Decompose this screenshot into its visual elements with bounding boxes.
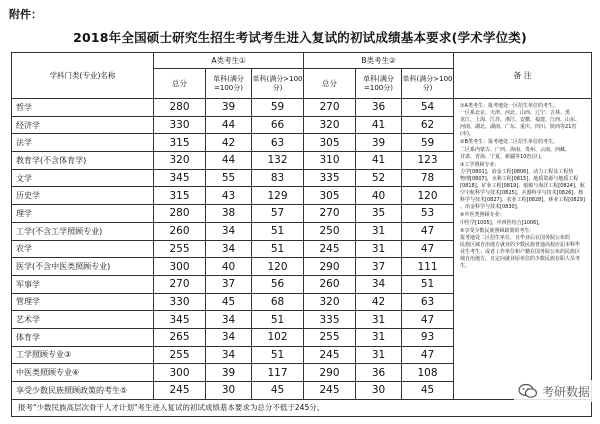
b-single-100-cell: 35 [356, 205, 402, 223]
note-line: 民族区域自治地方就业的少数民族普通高校应届本科毕 [460, 241, 581, 248]
a-total-cell: 265 [154, 328, 206, 346]
a-total-cell: 345 [154, 169, 206, 187]
a-single-over100-cell: 56 [252, 275, 304, 293]
b-total-cell: 305 [304, 134, 356, 152]
a-single-100-cell: 39 [206, 99, 252, 117]
a-total-cell: 280 [154, 205, 206, 223]
b-single-100-cell: 42 [356, 293, 402, 311]
subject-cell: 哲学 [12, 99, 154, 117]
b-total-cell: 255 [304, 328, 356, 346]
b-single-over100-cell: 47 [402, 311, 454, 329]
b-single-over100-cell: 51 [402, 275, 454, 293]
b-single-100-cell: 31 [356, 240, 402, 258]
a-single-over100-cell: 120 [252, 258, 304, 276]
subject-cell: 文学 [12, 169, 154, 187]
a-single-100-cell: 34 [206, 346, 252, 364]
note-line: 中医学[1005]、中西医结合[1006]。 [460, 219, 544, 226]
note-line: 河南、湖北、湖南、广东、重庆、四川、陕西等21省 [460, 124, 577, 131]
b-total-cell: 305 [304, 187, 356, 205]
a-single-100-cell: 39 [206, 364, 252, 382]
a-single-100-cell: 34 [206, 240, 252, 258]
note-line: 力学[0801]、冶金工程[0806]、动力工程及工程热 [460, 168, 574, 175]
a-single-over100-cell: 132 [252, 152, 304, 170]
a-single-100-cell: 44 [206, 152, 252, 170]
b-single-100-cell: 39 [356, 134, 402, 152]
a-single-over100-cell: 102 [252, 328, 304, 346]
note-heading: ④中医类照顾专业： [460, 212, 505, 219]
a-single-100-cell: 55 [206, 169, 252, 187]
b-single-over100-cell: 108 [402, 364, 454, 382]
a-single-over100-cell: 117 [252, 364, 304, 382]
a-total-cell: 315 [154, 134, 206, 152]
b-single-100-cell: 31 [356, 328, 402, 346]
a-total-cell: 270 [154, 275, 206, 293]
a-single-100-cell: 45 [206, 293, 252, 311]
a-single-100-cell: 43 [206, 187, 252, 205]
subject-cell: 医学(不含中医类照顾专业) [12, 258, 154, 276]
b-single-over100-cell: 47 [402, 222, 454, 240]
watermark-text: 考研数据 [541, 384, 590, 399]
a-total-cell: 300 [154, 364, 206, 382]
note-heading: ②B类考生：报考地处二区招生单位的考生。 [460, 139, 558, 146]
subject-cell: 军事学 [12, 275, 154, 293]
note-line: 龙江、上海、江苏、浙江、安徽、福建、江西、山东、 [460, 117, 581, 124]
b-total-cell: 320 [304, 116, 356, 134]
header-a-single-over100: 单科(满分>100分) [252, 69, 304, 99]
b-single-over100-cell: 54 [402, 99, 454, 117]
b-total-cell: 335 [304, 311, 356, 329]
header-b-total: 总分 [304, 69, 356, 99]
a-single-over100-cell: 66 [252, 116, 304, 134]
header-notes: 备 注 [454, 53, 592, 99]
note-line: 生。 [460, 263, 471, 270]
page-title: 2018年全国硕士研究生招生考试考生进入复试的初试成绩基本要求(学术学位类) [73, 30, 527, 45]
b-single-100-cell: 31 [356, 222, 402, 240]
a-total-cell: 330 [154, 293, 206, 311]
a-single-100-cell: 40 [206, 258, 252, 276]
b-single-100-cell: 31 [356, 346, 402, 364]
b-total-cell: 320 [304, 293, 356, 311]
b-total-cell: 250 [304, 222, 356, 240]
b-single-100-cell: 30 [356, 382, 402, 400]
b-single-100-cell: 41 [356, 152, 402, 170]
b-single-over100-cell: 62 [402, 116, 454, 134]
wechat-logo-icon [518, 383, 538, 399]
b-single-100-cell: 36 [356, 99, 402, 117]
note-line: 域自治地方，且定向就业原单位的少数民族在职人员考 [460, 255, 581, 262]
subject-cell: 管理学 [12, 293, 154, 311]
a-single-100-cell: 37 [206, 275, 252, 293]
b-single-over100-cell: 111 [402, 258, 454, 276]
a-single-over100-cell: 51 [252, 311, 304, 329]
b-total-cell: 245 [304, 346, 356, 364]
subject-cell: 教育学(不含体育学) [12, 152, 154, 170]
b-total-cell: 245 [304, 240, 356, 258]
subject-cell: 享受少数民族照顾政策的考生⑤ [12, 382, 154, 400]
subject-cell: 工学照顾专业③ [12, 346, 154, 364]
header-a-single-100: 单科(满分=100分) [206, 69, 252, 99]
b-total-cell: 290 [304, 258, 356, 276]
subject-cell: 农学 [12, 240, 154, 258]
note-heading: ⑤享受少数民族照顾政策的考生： [460, 227, 535, 234]
note-line: 空宇航科学与技术[0825]、兵器科学与技术[0826]、核 [460, 190, 584, 197]
b-single-over100-cell: 45 [402, 382, 454, 400]
header-b-single-100: 单科(满分=100分) [356, 69, 402, 99]
b-single-100-cell: 36 [356, 364, 402, 382]
subject-cell: 经济学 [12, 116, 154, 134]
watermark [514, 380, 594, 402]
a-total-cell: 300 [154, 258, 206, 276]
b-total-cell: 270 [304, 99, 356, 117]
table-row [12, 99, 592, 117]
b-single-over100-cell: 59 [402, 134, 454, 152]
note-line: 业生考生；或者工作单位和户籍在国务院公布的民族区 [460, 248, 581, 255]
a-single-100-cell: 34 [206, 311, 252, 329]
b-total-cell: 335 [304, 169, 356, 187]
subject-cell: 工学(不含工学照顾专业) [12, 222, 154, 240]
a-single-over100-cell: 51 [252, 240, 304, 258]
b-single-over100-cell: 63 [402, 293, 454, 311]
b-single-100-cell: 40 [356, 187, 402, 205]
note-line: 二区系内蒙古、广西、海南、贵州、云南、西藏、 [460, 146, 571, 153]
footnote: 报考"少数民族高层次骨干人才计划"考生进入复试的初试成绩基本要求为总分不低于245分。 [12, 399, 592, 416]
b-single-over100-cell: 78 [402, 169, 454, 187]
a-single-over100-cell: 63 [252, 134, 304, 152]
a-total-cell: 245 [154, 382, 206, 400]
a-single-100-cell: 38 [206, 205, 252, 223]
b-single-over100-cell: 47 [402, 240, 454, 258]
subject-cell: 艺术学 [12, 311, 154, 329]
b-single-over100-cell: 93 [402, 328, 454, 346]
subject-cell: 中医类照顾专业④ [12, 364, 154, 382]
note-line: [0818]、矿业工程[0819]、船舶与海洋工程[0824]、航 [460, 183, 585, 190]
a-total-cell: 260 [154, 222, 206, 240]
header-b-group: B类考生② [304, 53, 454, 69]
subject-cell: 历史学 [12, 187, 154, 205]
b-single-over100-cell: 53 [402, 205, 454, 223]
score-requirements-table [11, 52, 592, 417]
note-line: 物理[0807]、水利工程[0815]、地质资源与地质工程 [460, 175, 579, 182]
b-single-100-cell: 31 [356, 311, 402, 329]
b-total-cell: 270 [304, 205, 356, 223]
notes-cell [454, 99, 592, 400]
subject-cell: 理学 [12, 205, 154, 223]
a-total-cell: 315 [154, 187, 206, 205]
b-single-over100-cell: 47 [402, 346, 454, 364]
b-total-cell: 260 [304, 275, 356, 293]
b-single-100-cell: 52 [356, 169, 402, 187]
b-single-100-cell: 34 [356, 275, 402, 293]
note-heading: ③工学照顾专业： [460, 161, 500, 168]
b-single-100-cell: 37 [356, 258, 402, 276]
subject-cell: 体育学 [12, 328, 154, 346]
a-single-over100-cell: 51 [252, 346, 304, 364]
header-subject: 学科门类(专业)名称 [12, 53, 154, 99]
a-single-over100-cell: 51 [252, 222, 304, 240]
note-line: 一区系北京、天津、河北、山西、辽宁、吉林、黑 [460, 110, 571, 117]
a-single-100-cell: 34 [206, 328, 252, 346]
a-single-over100-cell: 68 [252, 293, 304, 311]
header-a-total: 总分 [154, 69, 206, 99]
attachment-label: 附件： [9, 8, 42, 21]
a-single-100-cell: 30 [206, 382, 252, 400]
note-line: (市)。 [460, 131, 474, 138]
note-line: 、冶金科学与技术[0830]。 [460, 204, 522, 211]
b-single-over100-cell: 123 [402, 152, 454, 170]
note-line: 甘肃、青海、宁夏、新疆等10省(区)。 [460, 153, 546, 160]
header-a-group: A类考生① [154, 53, 304, 69]
header-b-single-over100: 单科(满分>100分) [402, 69, 454, 99]
a-total-cell: 255 [154, 240, 206, 258]
a-total-cell: 280 [154, 99, 206, 117]
a-total-cell: 255 [154, 346, 206, 364]
b-single-100-cell: 41 [356, 116, 402, 134]
a-single-over100-cell: 45 [252, 382, 304, 400]
b-total-cell: 290 [304, 364, 356, 382]
a-single-over100-cell: 59 [252, 99, 304, 117]
b-total-cell: 310 [304, 152, 356, 170]
note-line: 科学与技术[0827]、农业工程[0828]、林业工程[0829] [460, 197, 585, 204]
note-heading: ①A类考生：报考地处一区招生单位的考生。 [460, 103, 558, 109]
a-single-over100-cell: 83 [252, 169, 304, 187]
a-total-cell: 320 [154, 152, 206, 170]
note-line: 报考地处二区招生单位，且毕业后在国务院公布的 [460, 234, 571, 241]
a-single-100-cell: 34 [206, 222, 252, 240]
a-total-cell: 345 [154, 311, 206, 329]
a-single-100-cell: 42 [206, 134, 252, 152]
a-single-over100-cell: 129 [252, 187, 304, 205]
a-single-100-cell: 44 [206, 116, 252, 134]
subject-cell: 法学 [12, 134, 154, 152]
a-single-over100-cell: 57 [252, 205, 304, 223]
b-total-cell: 245 [304, 382, 356, 400]
a-total-cell: 330 [154, 116, 206, 134]
b-single-over100-cell: 120 [402, 187, 454, 205]
